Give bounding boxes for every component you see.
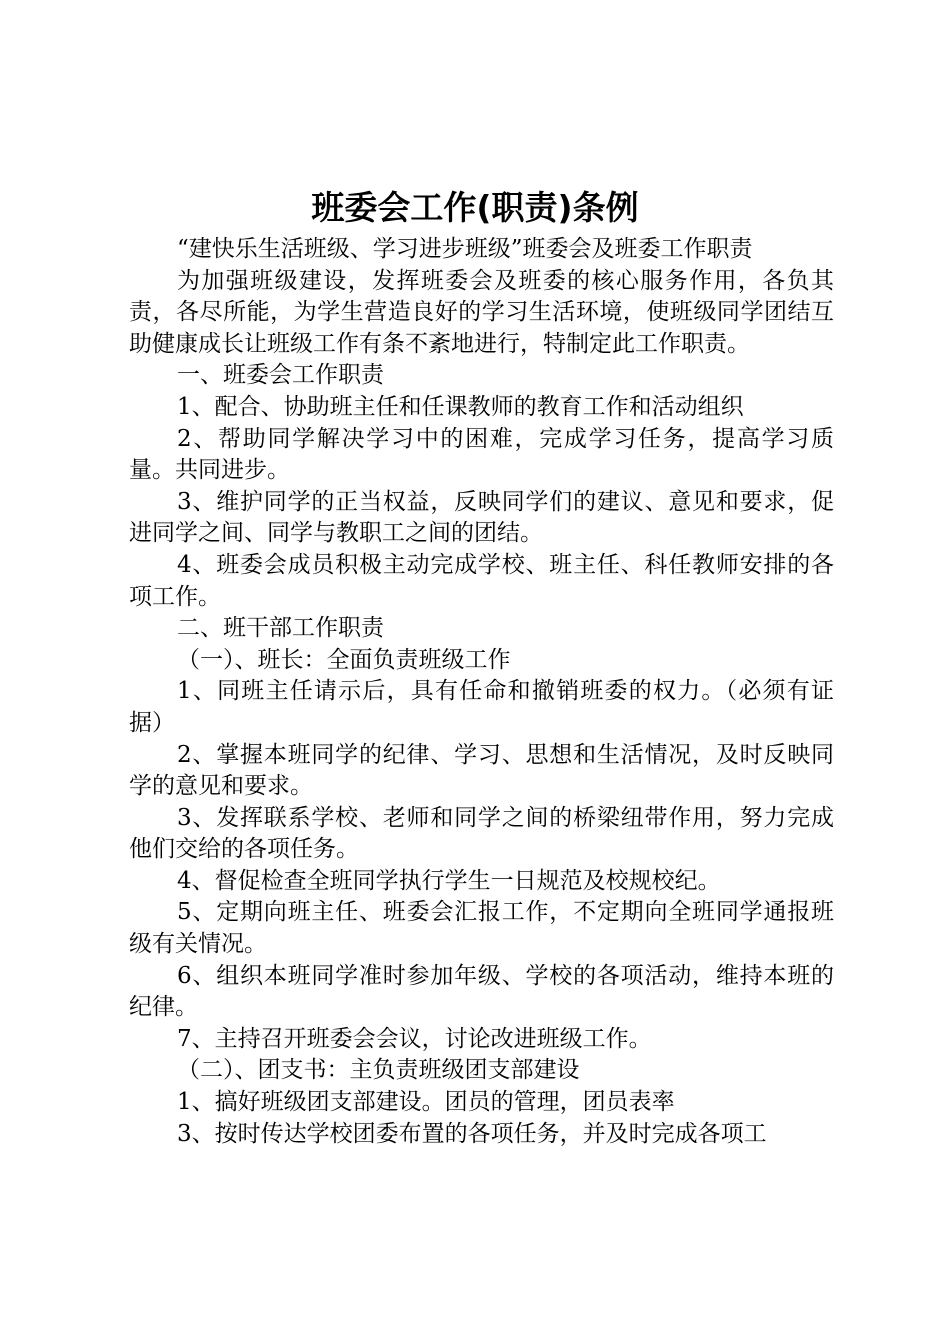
list-item: 7、主持召开班委会会议，讨论改进班级工作。: [177, 1025, 652, 1052]
paragraph-motto: “建快乐生活班级、学习进步班级”班委会及班委工作职责: [177, 236, 753, 262]
document-body: [129, 234, 834, 1150]
document-title: 班委会工作(职责)条例: [311, 188, 639, 227]
section-heading-cadres: 二、班干部工作职责: [177, 615, 384, 642]
list-item: 4、督促检查全班同学执行学生一日规范及校规校纪。: [177, 867, 721, 894]
list-item: 1、同班主任请示后，具有任命和撤销班委的权力。（必须有证据）: [129, 678, 834, 736]
list-item: 6、组织本班同学准时参加年级、学校的各项活动，维持本班的纪律。: [129, 962, 834, 1021]
section-heading-committee: 一、班委会工作职责: [177, 362, 384, 389]
paragraph-intro: 为加强班级建设，发挥班委会及班委的核心服务作用，各负其责，各尽所能，为学生营造良好的学习生活环境，使班级同学团结互助健康成长让班级工作有条不紊地进行，特制定此工作职责。: [129, 267, 834, 357]
subsection-heading-monitor: （一）、班长：全面负责班级工作: [177, 646, 511, 673]
list-item: 4、班委会成员积极主动完成学校、班主任、科任教师安排的各项工作。: [129, 551, 834, 610]
subsection-heading-league: （二）、团支书：主负责班级团支部建设: [177, 1057, 580, 1084]
list-item: 5、定期向班主任、班委会汇报工作，不定期向全班同学通报班级有关情况。: [129, 899, 834, 958]
list-item: 2、掌握本班同学的纪律、学习、思想和生活情况，及时反映同学的意见和要求。: [129, 741, 834, 800]
list-item: 1、搞好班级团支部建设。团员的管理，团员表率: [177, 1089, 675, 1116]
list-item: 1、配合、协助班主任和任课教师的教育工作和活动组织: [177, 393, 744, 420]
list-item: 3、按时传达学校团委布置的各项任务，并及时完成各项工: [177, 1120, 767, 1147]
list-item: 3、发挥联系学校、老师和同学之间的桥梁纽带作用，努力完成他们交给的各项任务。: [129, 804, 834, 863]
list-item: 2、帮助同学解决学习中的困难，完成学习任务，提高学习质量。共同进步。: [129, 425, 834, 484]
list-item: 3、维护同学的正当权益，反映同学们的建议、意见和要求，促进同学之间、同学与教职工之间的团结。: [129, 488, 834, 547]
